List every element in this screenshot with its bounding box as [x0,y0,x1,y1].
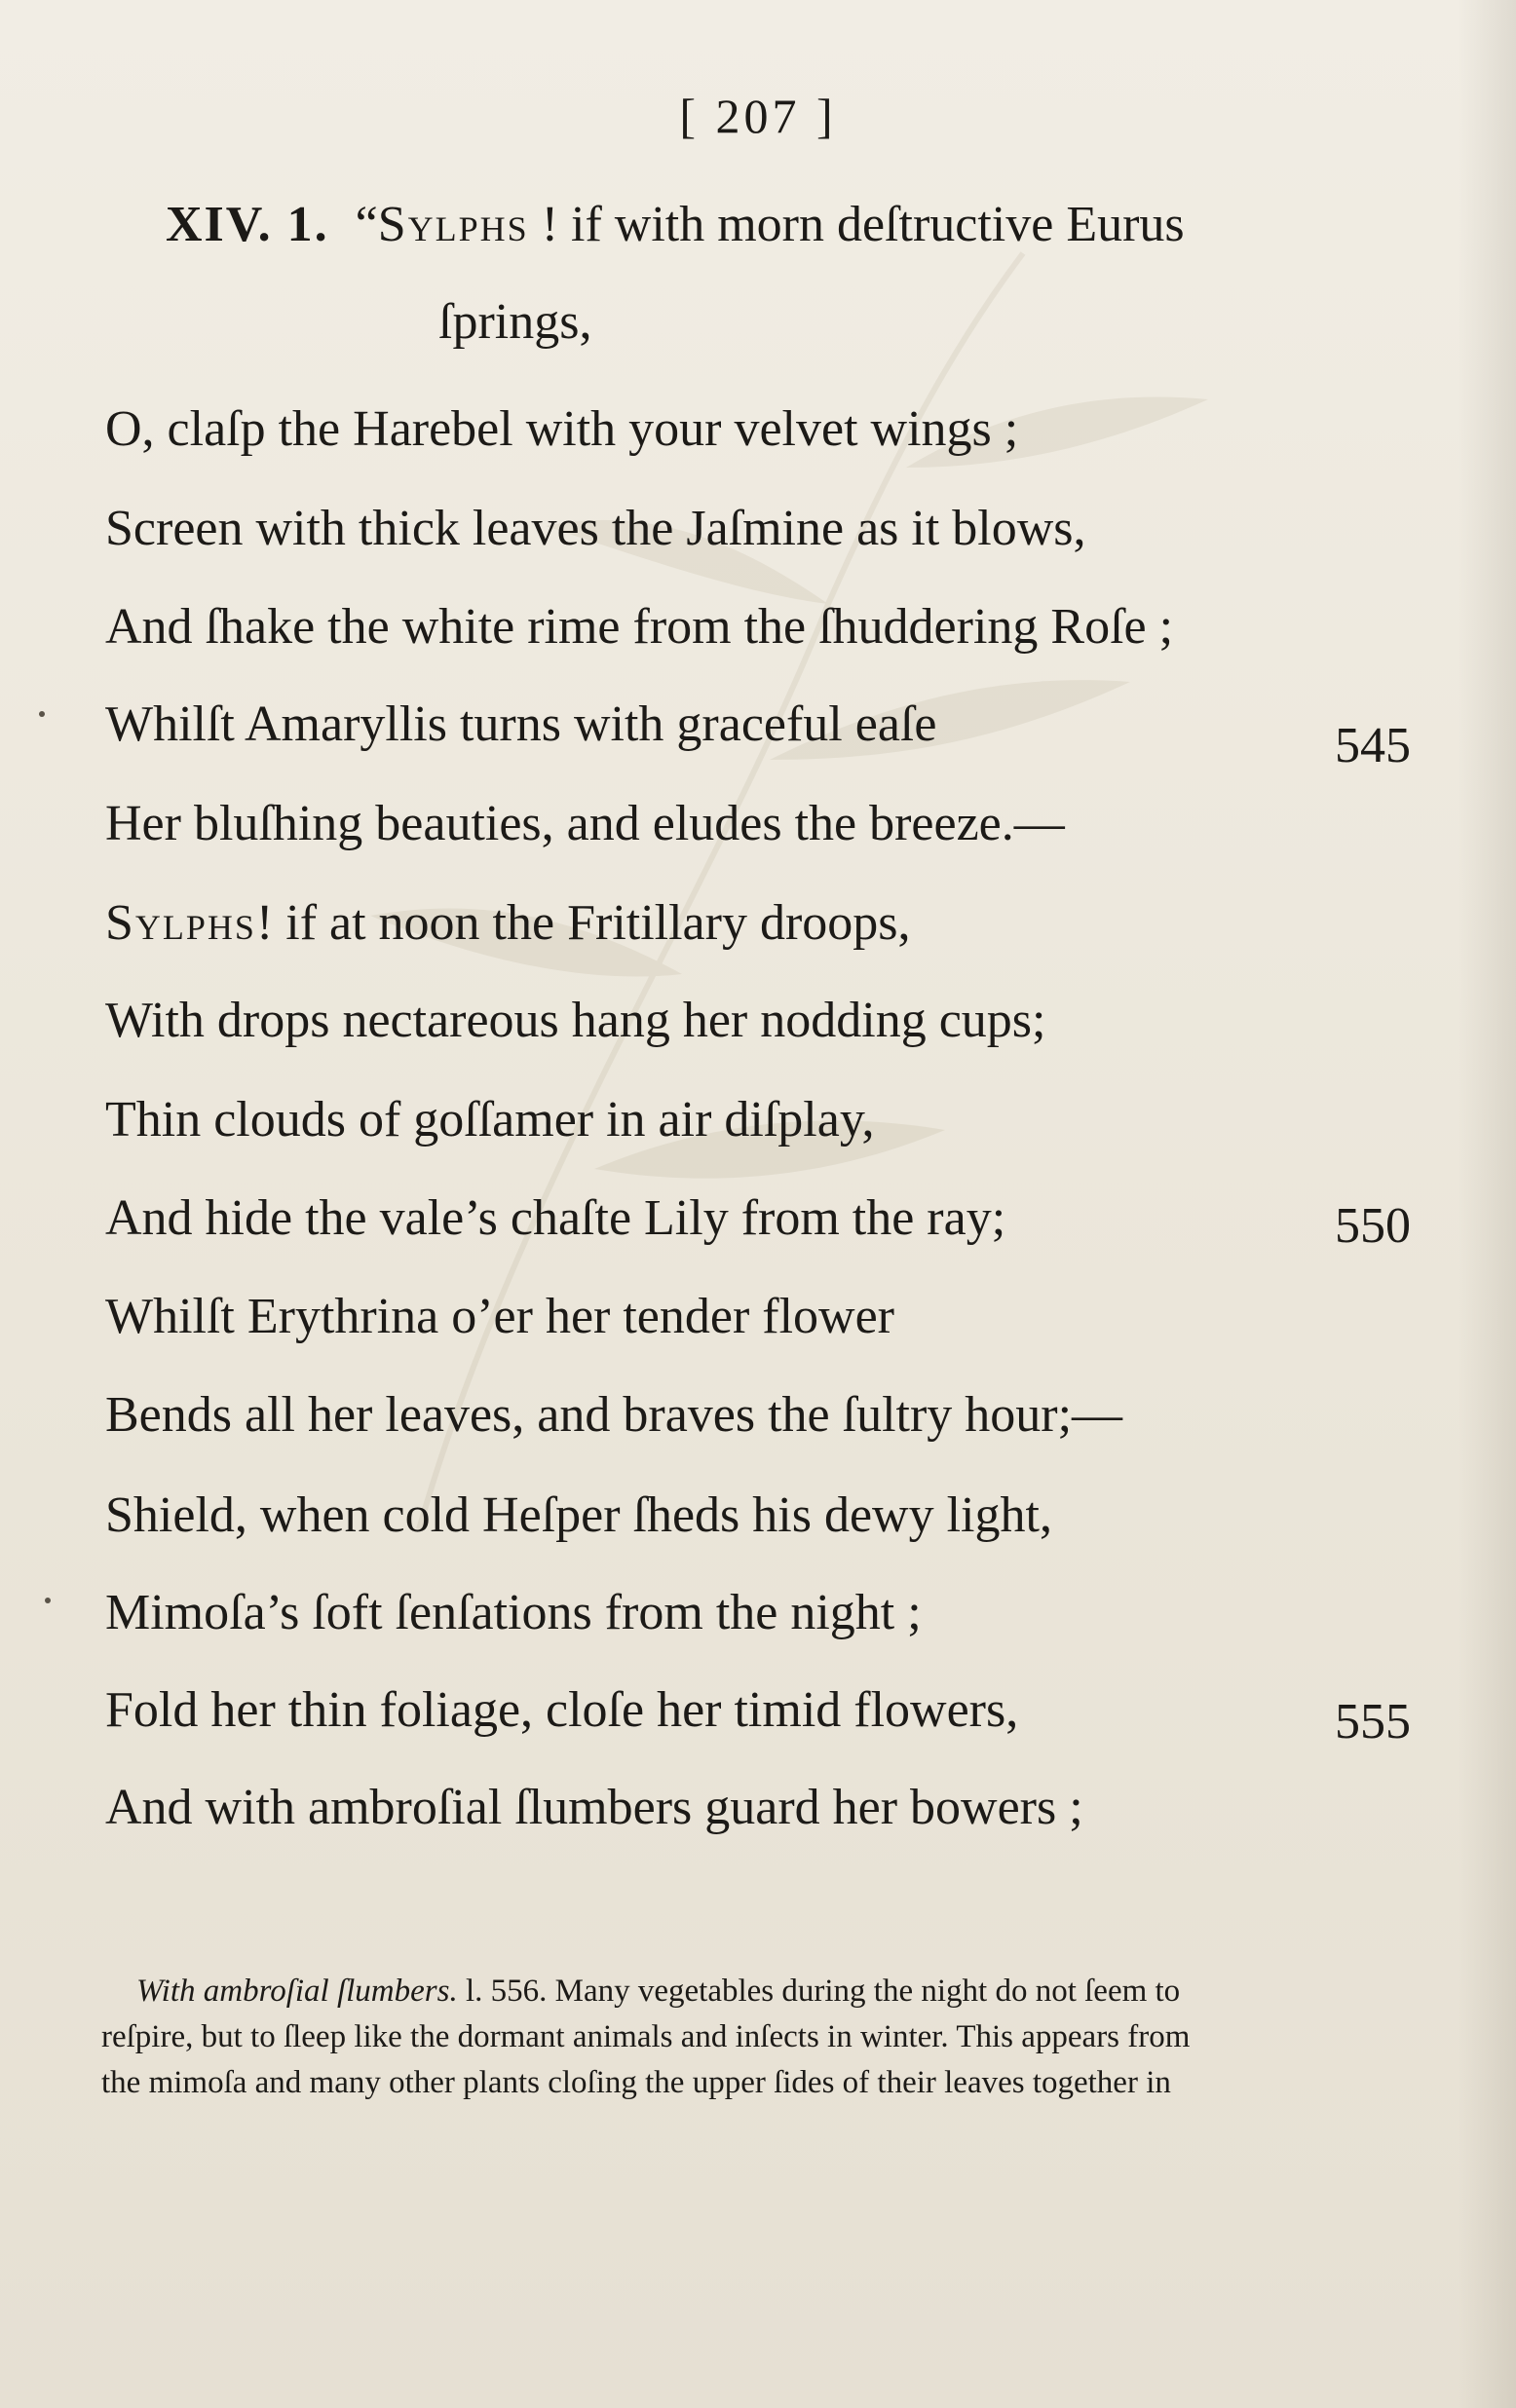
verse-line [105,796,1411,851]
continuation-text: ſprings, [438,294,592,350]
sylphs-word: Sylphs [105,895,256,951]
verse-line [105,1092,1411,1148]
footnote-line-2 [101,2021,1403,2053]
paper-speck [45,1598,51,1603]
page-number: [ 207 ] [679,89,837,143]
verse-line-sylphs [105,895,1411,951]
paper-speck [39,711,45,717]
verse-text: With drops nectareous hang her nodding cups; [105,993,1046,1048]
verse-text: Screen with thick leaves the Jaſmine as it blows, [105,501,1086,556]
verse-line [105,1190,1411,1254]
footnote-line-1 [136,1975,1403,2008]
verse-text: Bends all her leaves, and braves the ſultry hour;— [105,1387,1123,1443]
section-label: XIV. 1. [166,197,329,252]
verse-text: ! if at noon the Fritillary droops, [255,895,911,951]
footnote-text: reſpire, but to ſleep like the dormant animals and inſects in winter. This appears from [101,2019,1191,2054]
verse-line [105,1387,1411,1443]
verse-line [105,1487,1411,1543]
verse-text: Whilſt Amaryllis turns with graceful eaſe [105,696,937,752]
verse-text: And with ambroſial ſlumbers guard her bowers ; [105,1780,1083,1835]
verse-text: Shield, when cold Heſper ſheds his dewy light, [105,1487,1052,1543]
verse-line [105,1780,1411,1835]
verse-heading-continuation [438,294,1411,350]
verse-heading-line [166,197,1411,252]
heading-line-text: ! if with morn deſtructive Eurus [541,197,1185,252]
verse-line [105,599,1411,655]
verse-line [105,501,1411,556]
verse-text: Fold her thin foliage, cloſe her timid flowers, [105,1682,1019,1738]
page-edge-shadow [1458,0,1516,2408]
footnote-line-3 [101,2067,1403,2099]
verse-line [105,696,1411,773]
verse-line [105,401,1411,457]
quote-mark: “ [355,197,378,252]
verse-text: Whilſt Erythrina o’er her tender flower [105,1289,894,1344]
verse-text: O, claſp the Harebel with your velvet wings ; [105,401,1019,457]
verse-line [105,1682,1411,1750]
line-number: 555 [1335,1694,1411,1750]
verse-line [105,993,1411,1048]
verse-line [105,1289,1411,1344]
verse-line [105,1585,1411,1640]
footnote-line-ref: l. 556. [465,1974,548,2009]
footnote-text: Many vegetables during the night do not ſeem to [554,1974,1181,2009]
verse-text: And ſhake the white rime from the ſhuddering Roſe ; [105,599,1174,655]
verse-text: And hide the vale’s chaſte Lily from the ray; [105,1190,1006,1246]
footnote-text: the mimoſa and many other plants cloſing the upper ſides of their leaves together in [101,2065,1171,2100]
verse-text: Thin clouds of goſſamer in air diſplay, [105,1092,875,1148]
footnote-lead: With ambroſial ſlumbers. [136,1974,458,2009]
line-number: 545 [1335,718,1411,773]
verse-text: Her bluſhing beauties, and eludes the breeze.— [105,796,1065,851]
verse-text: Mimoſa’s ſoft ſenſations from the night ; [105,1585,922,1640]
sylphs-word: Sylphs [377,197,529,252]
line-number: 550 [1335,1198,1411,1254]
